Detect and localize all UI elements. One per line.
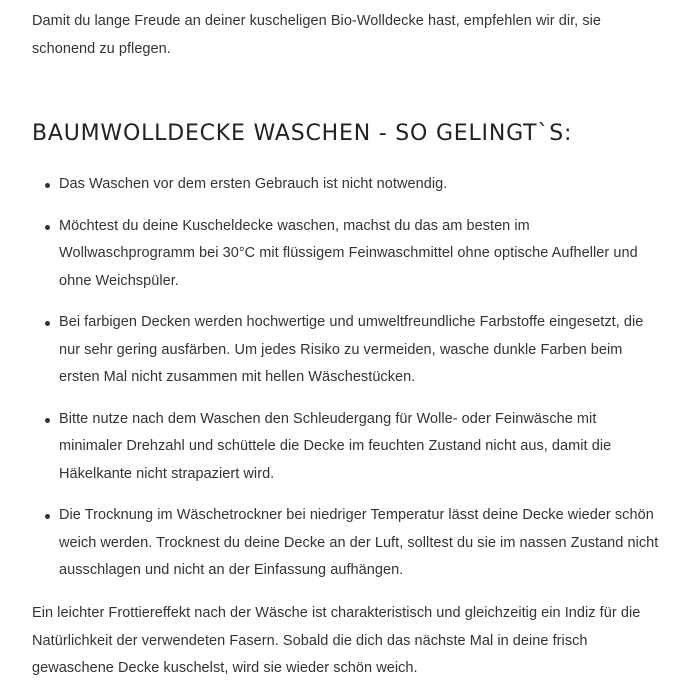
intro-paragraph: Damit du lange Freude an deiner kuscheligen Bio-Wolldecke hast, empfehlen wir dir, sie schonend zu pflegen. xyxy=(32,13,602,57)
list-item: Möchtest du deine Kuscheldecke waschen, machst du das am besten im Wollwaschprogramm bei 30°C mit flüssigem Feinwaschmittel ohne optische Aufheller und ohne Weichspüler. xyxy=(59,213,662,296)
outro-paragraph: Ein leichter Frottiereffekt nach der Wäsche ist charakteristisch und gleichzeitig ein Indiz für die Natürlichkeit der verwendeten Fasern. Sobald die dich das nächste Mal in deine frisch gewaschene Decke kuschelst, wird sie wieder schön weich. xyxy=(32,605,641,676)
list-item: Das Waschen vor dem ersten Gebrauch ist nicht notwendig. xyxy=(59,171,662,199)
list-item: Bitte nutze nach dem Waschen den Schleudergang für Wolle- oder Feinwäsche mit minimaler Drehzahl und schüttele die Decke im feuchten Zustand nicht aus, damit die Häkelkante nicht strapaziert wird. xyxy=(59,406,662,489)
list-item: Die Trocknung im Wäschetrockner bei niedriger Temperatur lässt deine Decke wieder schön weich werden. Trocknest du deine Decke an der Luft, solltest du sie im nassen Zustand nicht ausschlagen und nicht an der Einfassung aufhängen. xyxy=(59,502,662,585)
list-item: Bei farbigen Decken werden hochwertige und umweltfreundliche Farbstoffe eingesetzt, die nur sehr gering ausfärben. Um jedes Risiko zu vermeiden, wasche dunkle Farben beim ersten Mal nicht zusammen mit hellen Wäschestücken. xyxy=(59,309,662,392)
care-instructions-list xyxy=(32,171,662,599)
section-heading: BAUMWOLLDECKE WASCHEN - SO GELINGT`S: xyxy=(32,121,573,146)
